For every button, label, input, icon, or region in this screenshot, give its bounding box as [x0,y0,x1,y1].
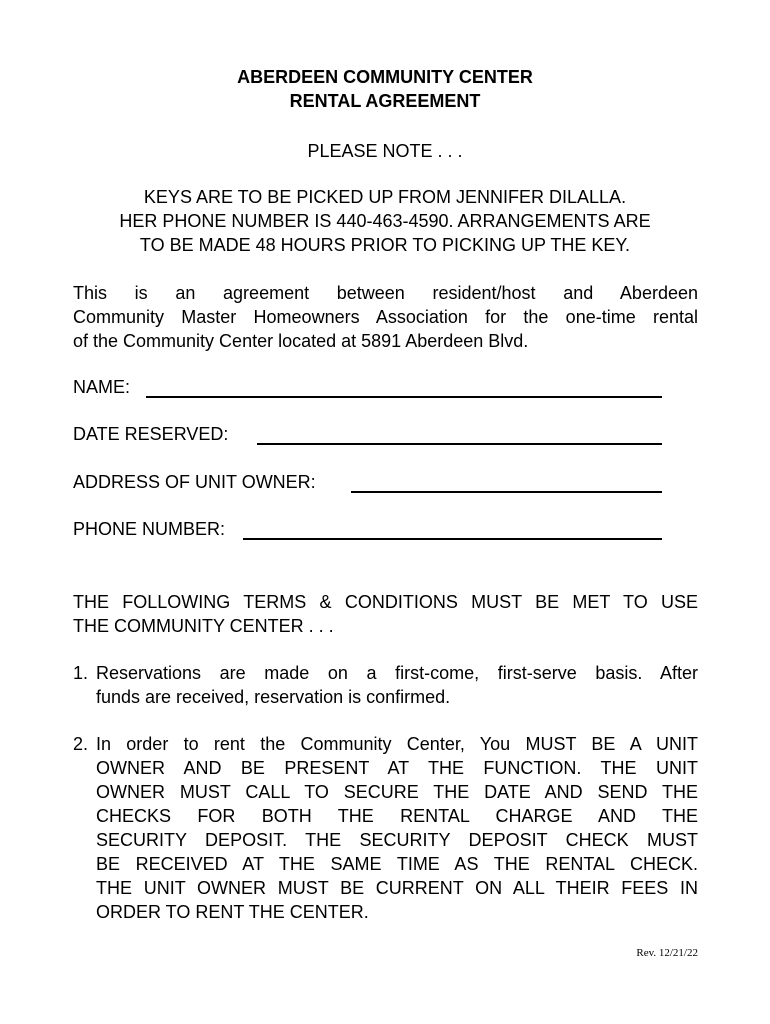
name-input-line[interactable] [146,396,662,398]
list-item-line: OWNER AND BE PRESENT AT THE FUNCTION. THE UNIT [96,758,698,778]
list-item-line: SECURITY DEPOSIT. THE SECURITY DEPOSIT CHECK MUST [96,830,698,850]
list-item-line: OWNER MUST CALL TO SECURE THE DATE AND SEND THE [96,782,698,802]
document-title-line1: ABERDEEN COMMUNITY CENTER [237,67,533,87]
address-field[interactable] [73,470,663,496]
terms-heading [73,590,698,638]
list-item-line: Reservations are made on a first-come, first-serve basis. After [96,663,698,683]
list-item-line: In order to rent the Community Center, You MUST BE A UNIT [96,734,698,754]
terms-heading-line: THE FOLLOWING TERMS & CONDITIONS MUST BE MET TO USE [73,592,698,612]
list-number: 1. [73,663,89,683]
terms-heading-line: THE COMMUNITY CENTER . . . [73,616,334,636]
date-reserved-label: DATE RESERVED: [73,424,229,444]
address-label: ADDRESS OF UNIT OWNER: [73,472,316,492]
list-item-body [96,732,698,924]
note-line: TO BE MADE 48 HOURS PRIOR TO PICKING UP THE KEY. [139,235,631,255]
note-line: KEYS ARE TO BE PICKED UP FROM JENNIFER DILALLA. [143,187,627,207]
list-item-line: funds are received, reservation is confirmed. [96,687,451,707]
date-reserved-field[interactable] [73,422,663,448]
intro-line: of the Community Center located at 5891 Aberdeen Blvd. [73,331,529,351]
name-label: NAME: [73,377,131,397]
document-title-line2: RENTAL AGREEMENT [289,91,481,111]
address-input-line[interactable] [351,491,662,493]
list-item-line: ORDER TO RENT THE CENTER. [96,902,369,922]
list-item-line: THE UNIT OWNER MUST BE CURRENT ON ALL THEIR FEES IN [96,878,698,898]
phone-label: PHONE NUMBER: [73,519,226,539]
intro-paragraph [73,281,698,353]
phone-input-line[interactable] [243,538,662,540]
list-number: 2. [73,734,89,754]
list-item-line: BE RECEIVED AT THE SAME TIME AS THE RENTAL CHECK. [96,854,698,874]
list-item-body [96,661,698,709]
note-line: HER PHONE NUMBER IS 440-463-4590. ARRANGEMENTS ARE [119,211,651,231]
revision-label: Rev. 12/21/22 [636,947,698,959]
phone-field[interactable] [73,517,663,543]
list-item-line: CHECKS FOR BOTH THE RENTAL CHARGE AND THE [96,806,698,826]
name-field[interactable] [73,375,663,401]
intro-line: Community Master Homeowners Association for the one-time rental [73,307,698,327]
note-heading: PLEASE NOTE . . . [307,141,463,161]
intro-line: This is an agreement between resident/host and Aberdeen [73,283,698,303]
date-reserved-input-line[interactable] [257,443,662,445]
